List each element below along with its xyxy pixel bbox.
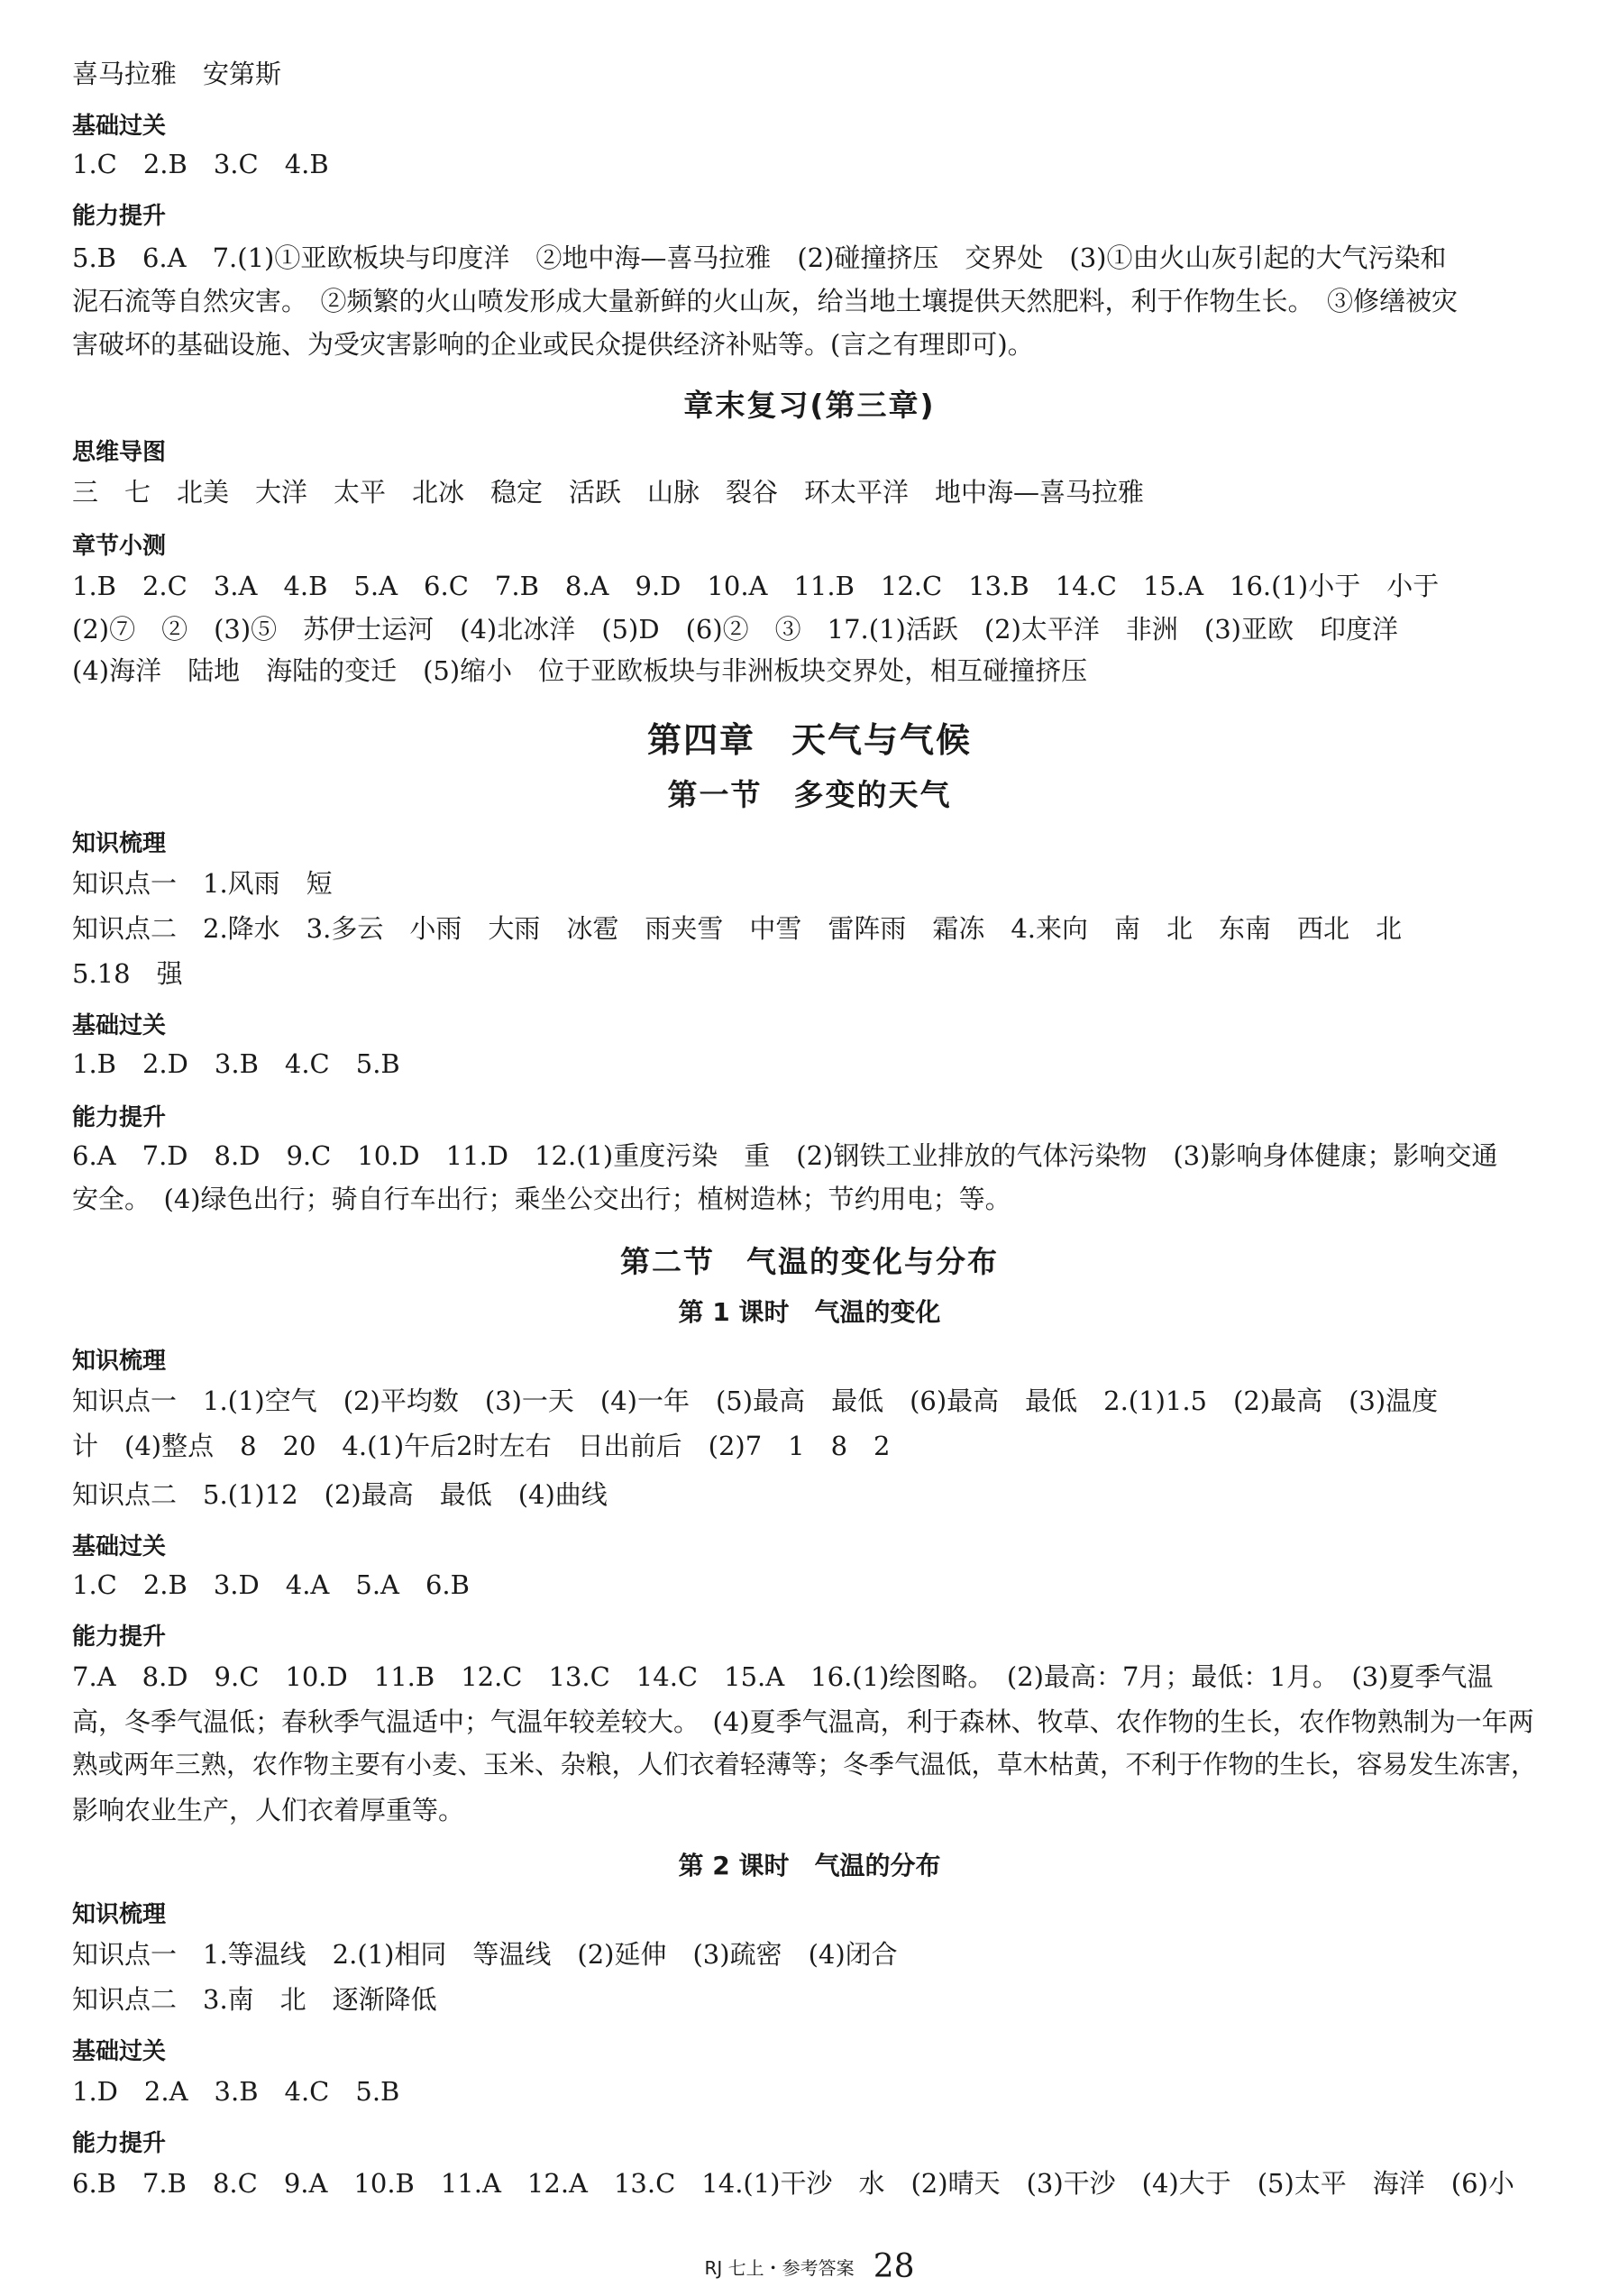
- section-label: 能力提升: [72, 1624, 167, 1651]
- section-label: 知识梳理: [72, 1348, 167, 1375]
- section-heading: 第二节 气温的变化与分布: [620, 1244, 999, 1279]
- section-heading: 第一节 多变的天气: [667, 777, 952, 812]
- answer-line: 三 七 北美 大洋 太平 北冰 稳定 活跃 山脉 裂谷 环太平洋 地中海—喜马拉雅: [72, 477, 1145, 508]
- answer-line: 知识点一 1.等温线 2.(1)相同 等温线 (2)延伸 (3)疏密 (4)闭合: [72, 1939, 898, 1970]
- answer-line: 安全。 (4)绿色出行；骑自行车出行；乘坐公交出行；植树造林；节约用电；等。: [72, 1184, 1011, 1214]
- section-label: 知识梳理: [72, 1901, 167, 1928]
- page-number: 28: [873, 2248, 915, 2285]
- answer-line: 喜马拉雅 安第斯: [72, 59, 282, 89]
- answer-line: 计 (4)整点 8 20 4.(1)午后2时左右 日出前后 (2)7 1 8 2: [72, 1431, 891, 1461]
- page-footer: [0, 2248, 1619, 2285]
- answer-line: 1.B 2.C 3.A 4.B 5.A 6.C 7.B 8.A 9.D 10.A 11.B 12.C 13.B 14.C 15.A 16.(1)小于 小于: [72, 571, 1440, 601]
- answer-line: 1.C 2.B 3.C 4.B: [72, 149, 329, 179]
- section-label: 基础过关: [72, 1012, 167, 1039]
- lesson-heading: 第 1 课时 气温的变化: [678, 1297, 941, 1327]
- answer-line: 高，冬季气温低；春秋季气温适中；气温年较差较大。 (4)夏季气温高，利于森林、牧草、农作物的生长，农作物熟制为一年两: [72, 1706, 1534, 1737]
- answer-line: 5.B 6.A 7.(1)①亚欧板块与印度洋 ②地中海—喜马拉雅 (2)碰撞挤压 交界处 (3)①由火山灰引起的大气污染和: [72, 242, 1447, 273]
- answer-line: 知识点一 1.风雨 短: [72, 868, 333, 899]
- answer-line: 5.18 强: [72, 958, 183, 989]
- answer-line: 7.A 8.D 9.C 10.D 11.B 12.C 13.C 14.C 15.A 16.(1)绘图略。 (2)最高：7月；最低：1月。 (3)夏季气温: [72, 1661, 1494, 1692]
- section-label: 章节小测: [72, 533, 167, 560]
- answer-line: (4)海洋 陆地 海陆的变迁 (5)缩小 位于亚欧板块与非洲板块交界处，相互碰撞挤压: [72, 655, 1088, 686]
- section-label: 基础过关: [72, 113, 167, 140]
- section-label: 能力提升: [72, 1104, 167, 1131]
- answer-line: 泥石流等自然灾害。 ②频繁的火山喷发形成大量新鲜的火山灰，给当地土壤提供天然肥料，利于作物生长。 ③修缮被灾: [72, 286, 1459, 316]
- section-heading: 章末复习(第三章): [683, 388, 936, 423]
- answer-line: 6.B 7.B 8.C 9.A 10.B 11.A 12.A 13.C 14.(1)干沙 水 (2)晴天 (3)干沙 (4)大于 (5)太平 海洋 (6)小: [72, 2168, 1514, 2199]
- answer-line: 1.D 2.A 3.B 4.C 5.B: [72, 2076, 400, 2107]
- section-label: 能力提升: [72, 2130, 167, 2157]
- answer-line: (2)⑦ ② (3)⑤ 苏伊士运河 (4)北冰洋 (5)D (6)② ③ 17.(1)活跃 (2)太平洋 非洲 (3)亚欧 印度洋: [72, 614, 1399, 645]
- answer-line: 害破坏的基础设施、为受灾害影响的企业或民众提供经济补贴等。(言之有理即可)。: [72, 329, 1034, 360]
- answer-line: 知识点二 2.降水 3.多云 小雨 大雨 冰雹 雨夹雪 中雪 雷阵雨 霜冻 4.来向 南 北 东南 西北 北: [72, 913, 1403, 944]
- answer-line: 6.A 7.D 8.D 9.C 10.D 11.D 12.(1)重度污染 重 (2)钢铁工业排放的气体污染物 (3)影响身体健康；影响交通: [72, 1140, 1498, 1171]
- answer-line: 知识点一 1.(1)空气 (2)平均数 (3)一天 (4)一年 (5)最高 最低 (6)最高 最低 2.(1)1.5 (2)最高 (3)温度: [72, 1386, 1439, 1416]
- chapter-heading: 第四章 天气与气候: [646, 720, 972, 760]
- lesson-heading: 第 2 课时 气温的分布: [678, 1851, 941, 1880]
- section-label: 基础过关: [72, 1533, 167, 1560]
- answer-line: 1.C 2.B 3.D 4.A 5.A 6.B: [72, 1569, 470, 1600]
- section-label: 能力提升: [72, 203, 167, 230]
- answer-line: 熟或两年三熟，农作物主要有小麦、玉米、杂粮，人们衣着轻薄等；冬季气温低，草木枯黄，不利于作物的生长，容易发生冻害，: [72, 1750, 1537, 1779]
- section-label: 基础过关: [72, 2038, 167, 2065]
- answer-line: 知识点二 5.(1)12 (2)最高 最低 (4)曲线: [72, 1479, 608, 1510]
- answer-line: 知识点二 3.南 北 逐渐降低: [72, 1984, 437, 2015]
- answer-line: 1.B 2.D 3.B 4.C 5.B: [72, 1048, 400, 1079]
- section-label: 思维导图: [72, 439, 167, 466]
- section-label: 知识梳理: [72, 830, 167, 857]
- answer-line: 影响农业生产，人们衣着厚重等。: [72, 1795, 465, 1825]
- footer-label: RJ 七上・参考答案: [704, 2257, 855, 2279]
